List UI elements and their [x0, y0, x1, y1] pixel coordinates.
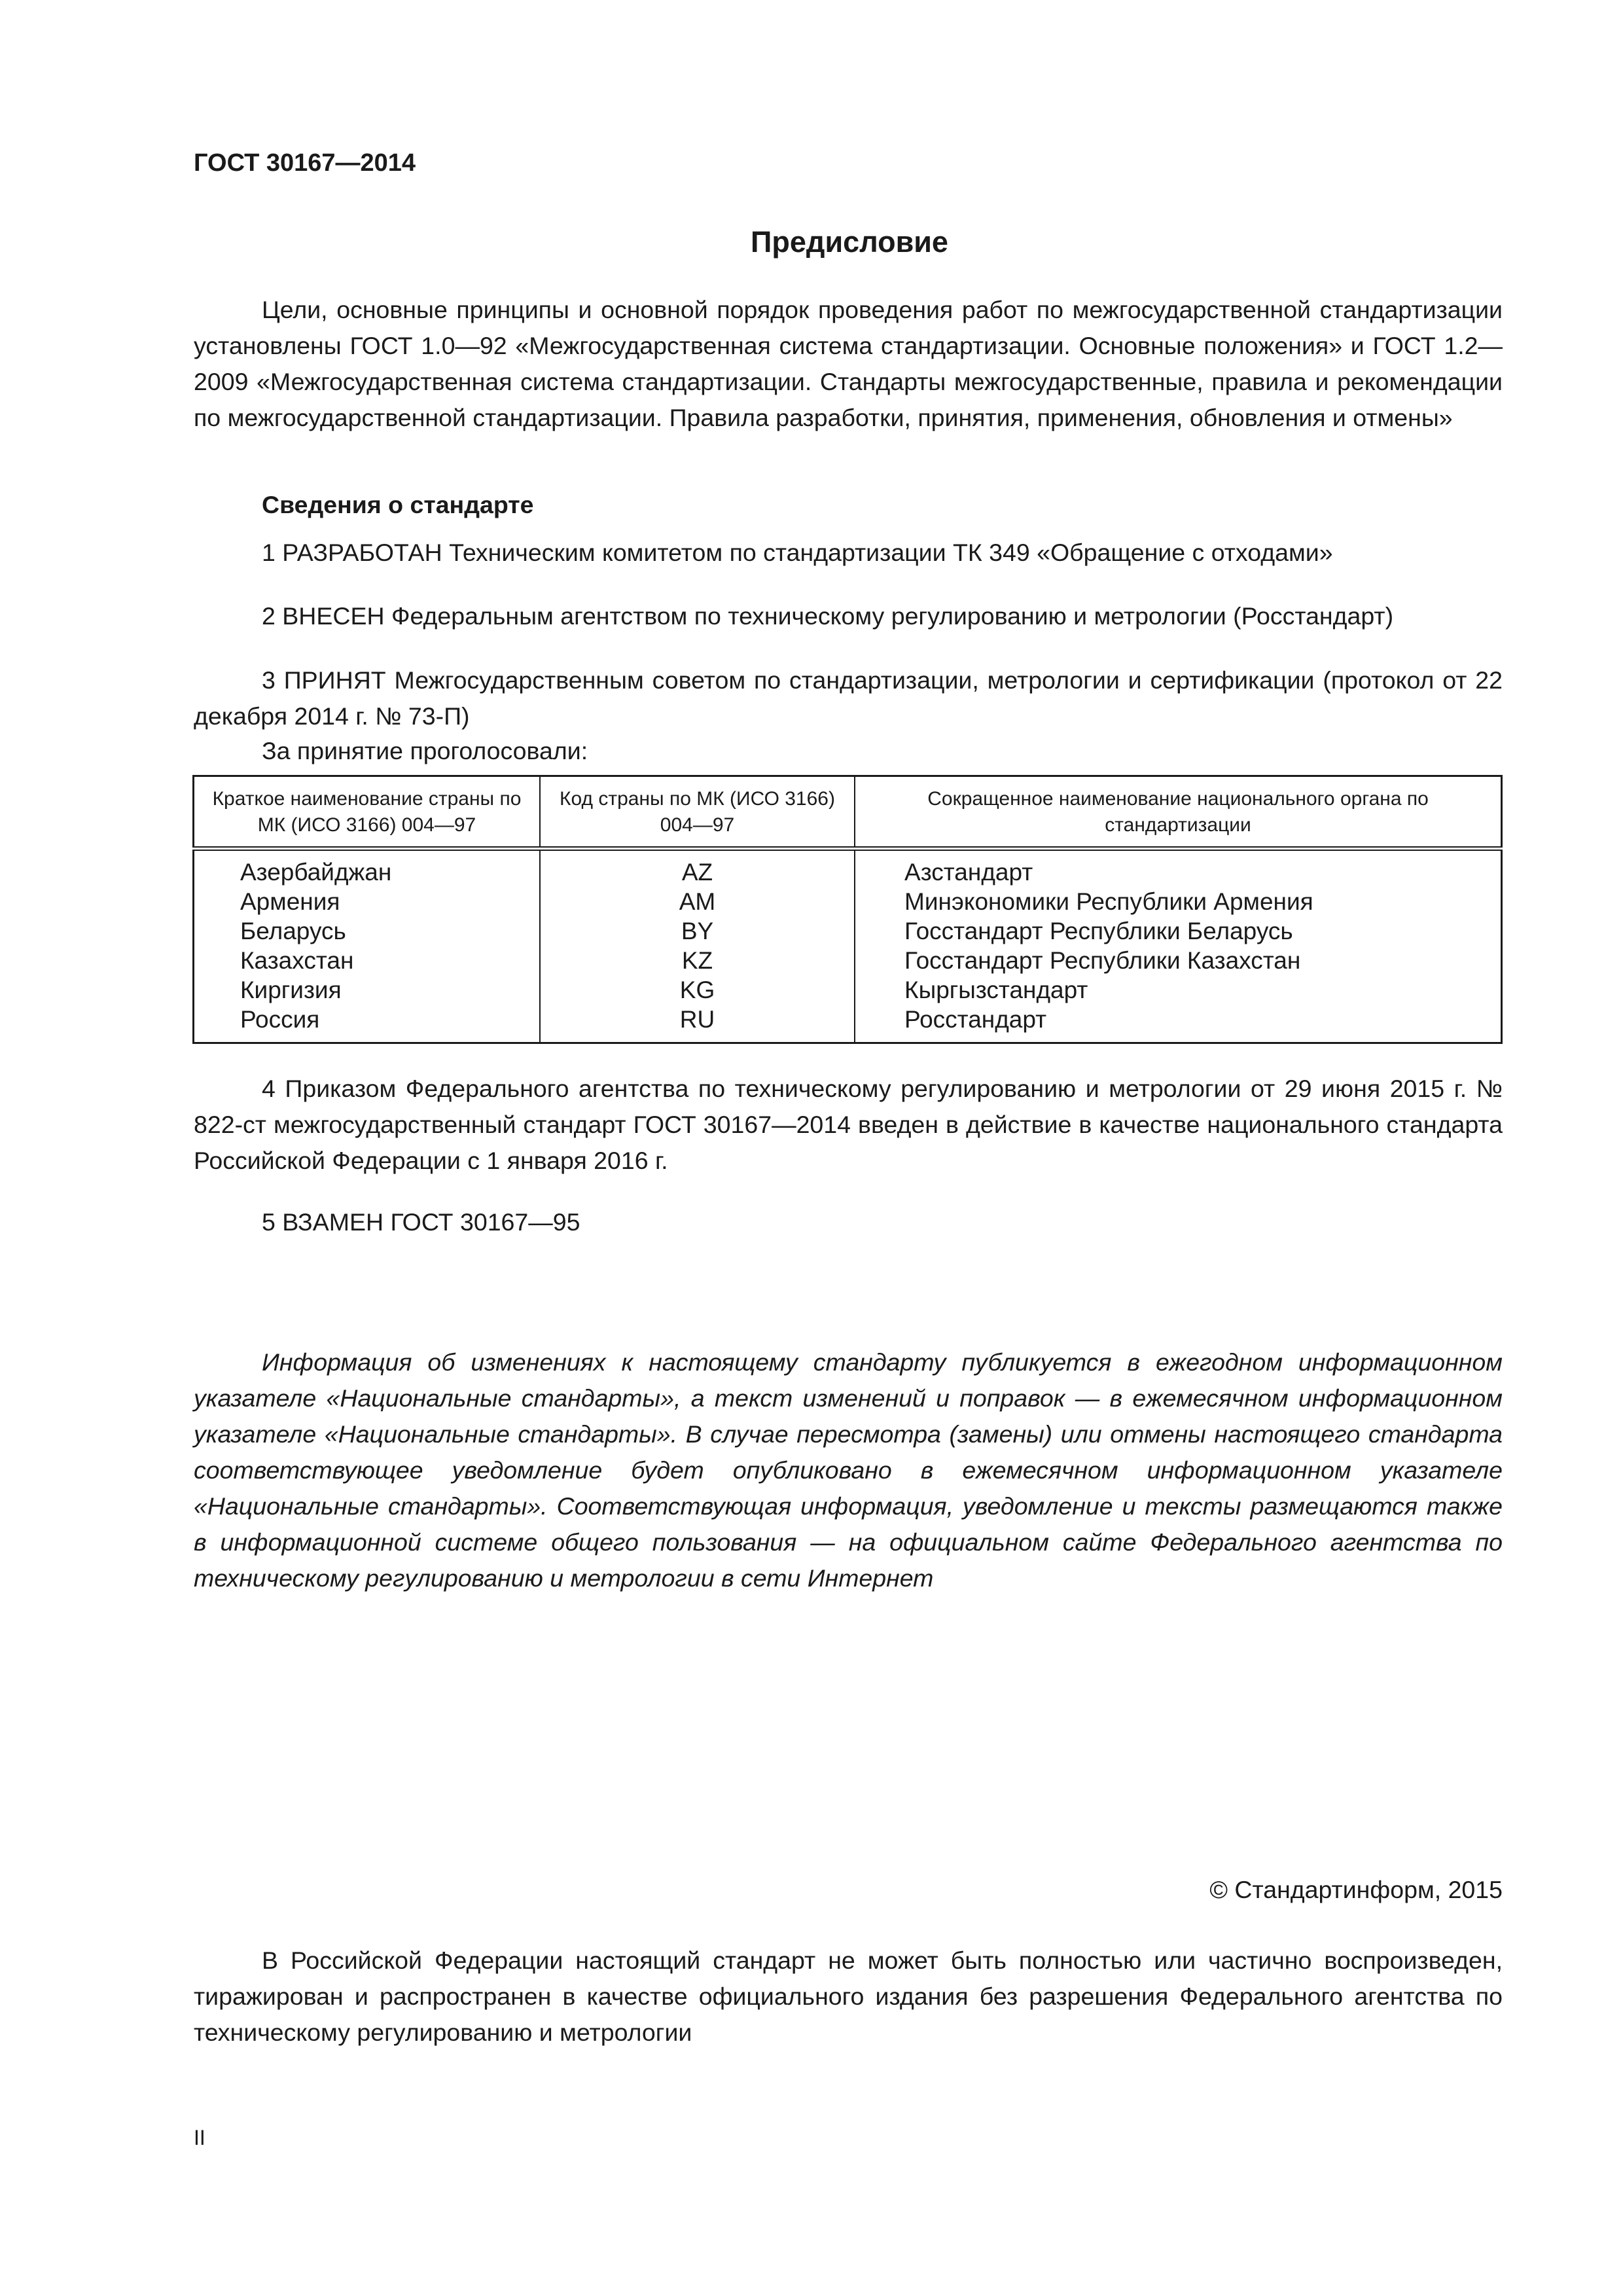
country-code: KG: [540, 975, 855, 1005]
voted-label: За принятие проголосовали:: [262, 737, 588, 764]
national-body: Кыргызстандарт: [855, 975, 1501, 1005]
country-name: Казахстан: [194, 946, 540, 975]
national-body: Росстандарт: [855, 1005, 1501, 1043]
item-2: 2 ВНЕСЕН Федеральным агентством по техническому регулированию и метрологии (Росстандарт): [262, 602, 1394, 630]
national-body: Минэкономики Республики Армения: [855, 887, 1501, 916]
copyright: © Стандартинформ, 2015: [1209, 1876, 1503, 1903]
country-name: Беларусь: [194, 916, 540, 946]
table-row: [194, 946, 1502, 975]
header-country-name: Краткое наименование страны по МК (ИСО 3166) 004—97: [194, 776, 540, 849]
national-body: Госстандарт Республики Беларусь: [855, 916, 1501, 946]
item-5: 5 ВЗАМЕН ГОСТ 30167—95: [262, 1208, 580, 1236]
table-row: [194, 975, 1502, 1005]
country-name: Россия: [194, 1005, 540, 1043]
item-4: 4 Приказом Федерального агентства по техническому регулированию и метрологии от 29 июня 2015 г. № 822-ст межгосударственный стандарт ГОСТ 30167—2014 введен в действие в качестве национального стандарта Российской Федерации с 1 января 2016 г.: [194, 1075, 1503, 1174]
header-country-code: Код страны по МК (ИСО 3166) 004—97: [540, 776, 855, 849]
country-code: RU: [540, 1005, 855, 1043]
country-name: Армения: [194, 887, 540, 916]
table-row: [194, 887, 1502, 916]
table-row: [194, 916, 1502, 946]
page-title: Предисловие: [751, 225, 948, 259]
table-header-row: [194, 776, 1502, 849]
intro-paragraph: Цели, основные принципы и основной порядок проведения работ по межгосударственной стандартизации установлены ГОСТ 1.0—92 «Межгосударственная система стандартизации. Основные положения» и ГОСТ 1.2—2009 «Межгосударственная система стандартизации. Стандарты межгосударственные, правила и рекомендации по межгосударственной стандартизации. Правила разработки, принятия, применения, обновления и отмены»: [194, 296, 1503, 431]
national-body: Госстандарт Республики Казахстан: [855, 946, 1501, 975]
country-code: KZ: [540, 946, 855, 975]
table-row: [194, 1005, 1502, 1043]
info-heading: Сведения о стандарте: [262, 491, 534, 518]
changes-info: Информация об изменениях к настоящему стандарту публикуется в ежегодном информационном указателе «Национальные стандарты», а текст изменений и поправок — в ежемесячном информационном указателе «Национальные стандарты». В случае пересмотра (замены) или отмены настоящего стандарта соответствующее уведомление будет опубликовано в ежемесячном информационном указателе «Национальные стандарты». Соответствующая информация, уведомление и тексты размещаются также в информационной системе общего пользования — на официальном сайте Федерального агентства по техническому регулированию и метрологии в сети Интернет: [194, 1348, 1503, 1592]
country-code: BY: [540, 916, 855, 946]
item-1: 1 РАЗРАБОТАН Техническим комитетом по стандартизации ТК 349 «Обращение с отходами»: [262, 539, 1333, 566]
item-3: 3 ПРИНЯТ Межгосударственным советом по стандартизации, метрологии и сертификации (протокол от 22 декабря 2014 г. № 73-П): [194, 666, 1503, 730]
header-national-body: Сокращенное наименование национального органа по стандартизации: [855, 776, 1501, 849]
standard-id: ГОСТ 30167—2014: [194, 149, 416, 177]
country-code: AM: [540, 887, 855, 916]
country-code: AZ: [540, 849, 855, 888]
reproduction-notice: В Российской Федерации настоящий стандарт не может быть полностью или частично воспроизведен, тиражирован и распространен в качестве официального издания без разрешения Федерального агентства по техническому регулированию и метрологии: [194, 1946, 1503, 2046]
country-name: Азербайджан: [194, 849, 540, 888]
country-name: Киргизия: [194, 975, 540, 1005]
vote-table: [192, 775, 1503, 1044]
page-number: II: [194, 2126, 205, 2149]
national-body: Азстандарт: [855, 849, 1501, 888]
table-row: [194, 849, 1502, 888]
